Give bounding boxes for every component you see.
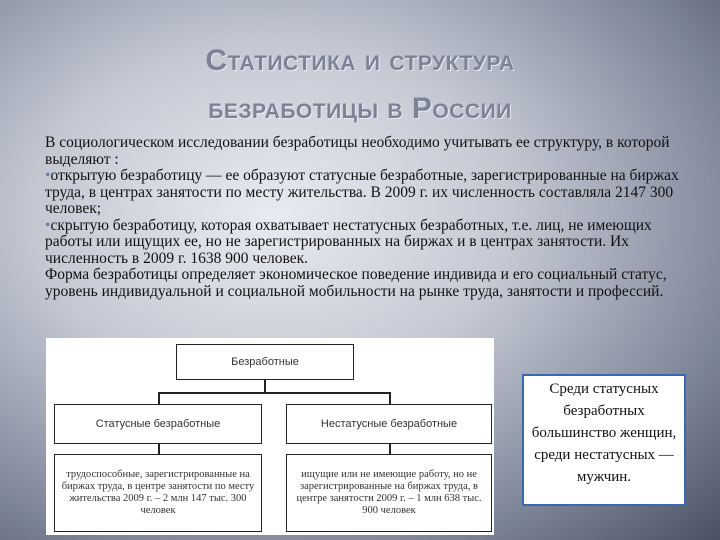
bullet-hidden-unemployment [45,218,700,268]
slide-body [45,135,700,300]
diagram-nonstatus-description: ищущие или не имеющие работу, но не зарегистрированные на биржах труда, в центре занятости 2009 г. – 1 млн 638 тыс. 900 человек [286,454,492,532]
bullet-icon: • [45,167,51,184]
connector-line [158,392,160,404]
diagram-nonstatus-box: Нестатусные безработные [286,404,492,444]
conclusion-paragraph: Форма безработицы определяет экономическое поведение индивида и его социальный статус, уровень индивидуальной и социальной мобильности на рынке труда, занятости и профессий. [45,266,667,300]
connector-line [389,444,391,454]
slide-title-line2: безработицы в России [208,92,512,125]
diagram-status-description: трудоспособные, зарегистрированные на биржах труда, в центре занятости по месту жительства 2009 г. – 2 млн 147 тыс. 300 человек [54,454,262,532]
slide-title-line1: Статистика и структура [205,44,515,77]
bullet-text: скрытую безработицу, которая охватывает нестатусных безработных, т.е. лиц, не имеющих работы или ищущих ее, но не зарегистрированных на биржах и в центрах занятости. Их численность в 2009 г. 1638 900 человек. [45,216,652,267]
diagram-status-box: Статусные безработные [54,404,262,444]
bullet-open-unemployment [45,168,700,218]
diagram-root-box: Безработные [176,344,354,380]
connector-line [264,380,266,392]
gender-note-box: Среди статусных безработных большинство женщин, среди нестатусных — мужчин. [522,374,686,506]
bullet-text: открытую безработицу — ее образуют статусные безработные, зарегистрированные на биржах труда, в центрах занятости по месту жительства. В 2009 г. их численность составляла 2147 300 человек; [45,167,679,217]
connector-line [158,392,390,394]
connector-line [158,444,160,454]
intro-paragraph: В социологическом исследовании безработицы необходимо учитывать ее структуру, в которой выделяют : [45,134,670,168]
connector-line [389,392,391,404]
unemployment-structure-diagram [46,338,494,535]
bullet-icon: • [45,216,51,234]
